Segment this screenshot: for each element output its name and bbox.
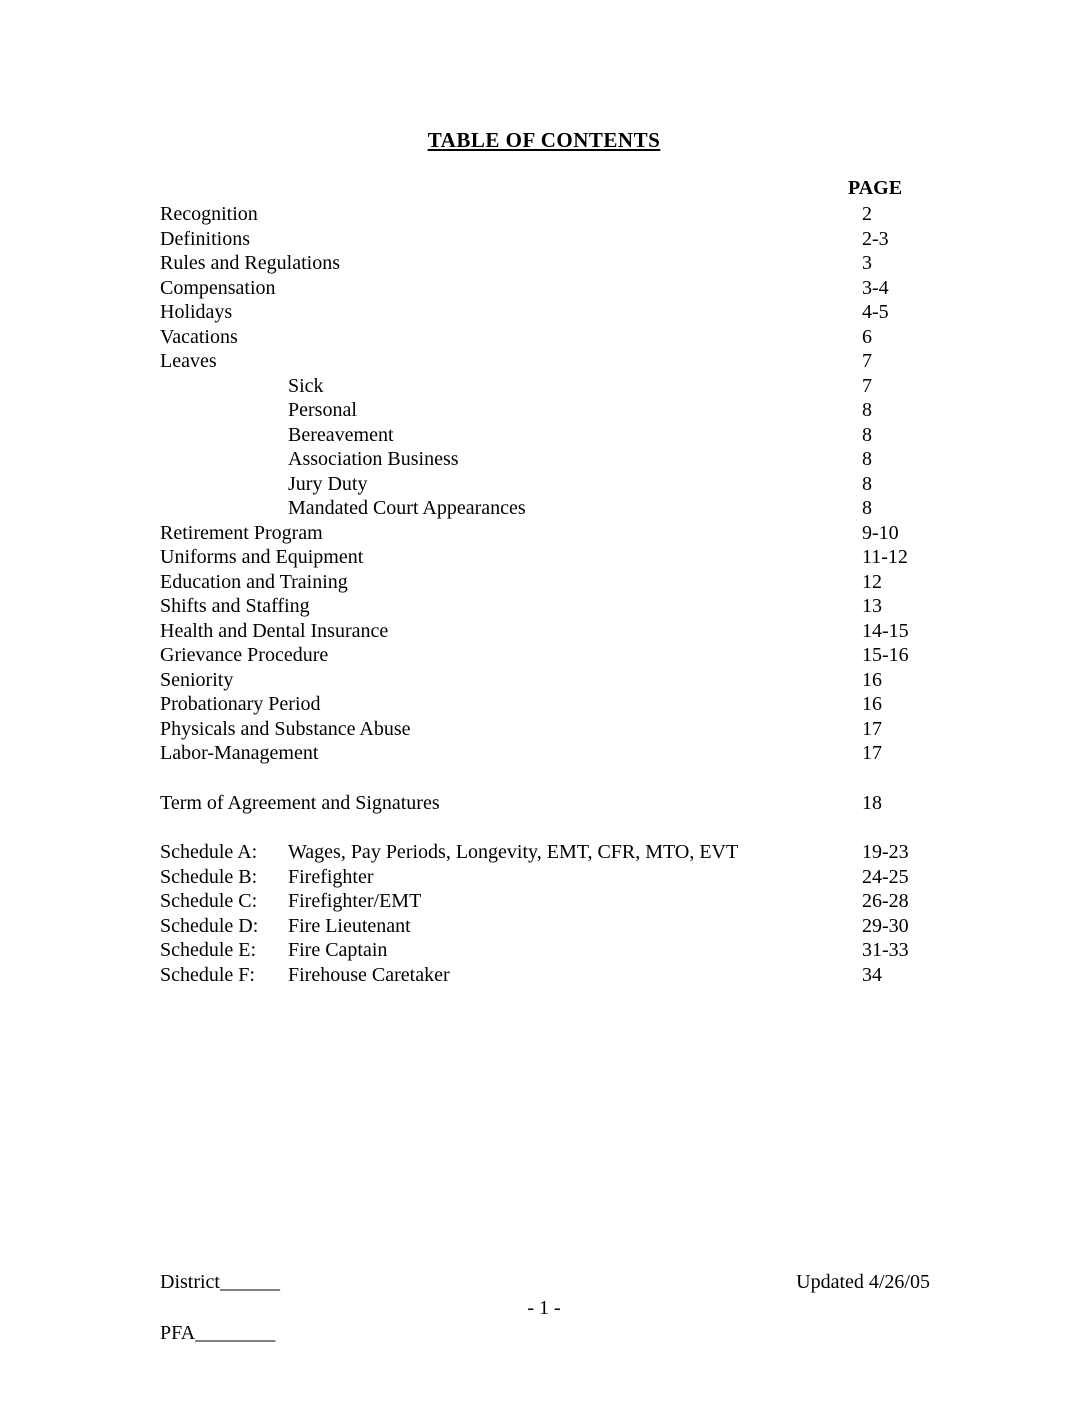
toc-row xyxy=(160,619,935,644)
toc-row xyxy=(160,398,935,423)
toc-entry-page: 3 xyxy=(862,252,872,274)
toc-entry-page: 16 xyxy=(862,693,882,715)
toc-list xyxy=(160,202,935,987)
schedule-description: Fire Captain xyxy=(288,939,388,961)
toc-entry-label: Probationary Period xyxy=(160,693,321,715)
toc-row xyxy=(160,276,935,301)
toc-row xyxy=(160,374,935,399)
toc-entry-label: Seniority xyxy=(160,668,234,691)
toc-entry-label: Compensation xyxy=(160,276,276,299)
toc-entry-label: Rules and Regulations xyxy=(160,252,340,274)
toc-entry-label: Holidays xyxy=(160,301,233,323)
toc-entry-page: 7 xyxy=(862,374,872,397)
schedule-label: Schedule D: xyxy=(160,914,259,937)
toc-entry-page: 8 xyxy=(862,423,872,446)
toc-schedule-row xyxy=(160,914,935,939)
toc-schedule-row xyxy=(160,938,935,963)
toc-schedule-row xyxy=(160,840,935,865)
toc-entry-label: Retirement Program xyxy=(160,521,323,544)
toc-row xyxy=(160,349,935,374)
toc-entry-page: 11-12 xyxy=(862,546,908,568)
toc-row xyxy=(160,251,935,276)
schedule-label: Schedule A: xyxy=(160,841,258,863)
toc-entry-page: 19-23 xyxy=(862,841,909,863)
toc-row xyxy=(160,545,935,570)
page-column-header: PAGE xyxy=(848,177,903,199)
toc-entry-label: Education and Training xyxy=(160,570,348,593)
schedule-label: Schedule E: xyxy=(160,939,257,961)
toc-entry-label: Association Business xyxy=(288,448,459,470)
toc-entry-label: Jury Duty xyxy=(288,472,368,495)
toc-entry-label: Shifts and Staffing xyxy=(160,595,310,617)
toc-row xyxy=(160,521,935,546)
toc-entry-page: 16 xyxy=(862,668,882,691)
schedule-label: Schedule C: xyxy=(160,890,258,912)
toc-entry-page: 8 xyxy=(862,497,872,519)
toc-entry-page: 31-33 xyxy=(862,939,909,961)
toc-row xyxy=(160,227,935,252)
toc-entry-page: 7 xyxy=(862,350,872,372)
pfa-signature-line: PFA________ xyxy=(160,1322,276,1344)
toc-entry-page: 26-28 xyxy=(862,890,909,912)
schedule-label: Schedule F: xyxy=(160,963,255,986)
toc-entry-page: 17 xyxy=(862,717,882,740)
toc-row xyxy=(160,423,935,448)
toc-entry-page: 2-3 xyxy=(862,227,889,250)
toc-schedule-row xyxy=(160,963,935,988)
toc-row xyxy=(160,741,935,766)
toc-entry-label: Grievance Procedure xyxy=(160,644,329,666)
schedule-description: Firehouse Caretaker xyxy=(288,963,450,986)
toc-entry-page: 6 xyxy=(862,325,872,348)
toc-entry-label: Bereavement xyxy=(288,423,394,446)
toc-entry-label: Recognition xyxy=(160,203,258,225)
toc-schedule-row xyxy=(160,865,935,890)
toc-entry-page: 8 xyxy=(862,472,872,495)
toc-entry-page: 12 xyxy=(862,570,882,593)
toc-entry-page: 2 xyxy=(862,203,872,225)
toc-entry-label: Health and Dental Insurance xyxy=(160,619,389,642)
toc-schedule-row xyxy=(160,889,935,914)
toc-row xyxy=(160,594,935,619)
toc-entry-page: 17 xyxy=(862,742,882,764)
toc-entry-page: 8 xyxy=(862,448,872,470)
schedule-label: Schedule B: xyxy=(160,865,258,888)
toc-entry-label: Term of Agreement and Signatures xyxy=(160,791,440,814)
toc-entry-page: 9-10 xyxy=(862,521,899,544)
toc-entry-page: 3-4 xyxy=(862,276,889,299)
toc-row-term xyxy=(160,791,935,816)
toc-row xyxy=(160,717,935,742)
toc-row xyxy=(160,668,935,693)
updated-date: Updated 4/26/05 xyxy=(796,1271,930,1293)
toc-entry-label: Uniforms and Equipment xyxy=(160,546,364,568)
toc-entry-page: 4-5 xyxy=(862,301,889,323)
toc-row xyxy=(160,643,935,668)
schedule-description: Firefighter/EMT xyxy=(288,890,422,912)
schedule-description: Wages, Pay Periods, Longevity, EMT, CFR, MTO, EVT xyxy=(288,841,739,863)
toc-row xyxy=(160,325,935,350)
toc-entry-page: 13 xyxy=(862,595,882,617)
toc-entry-label: Leaves xyxy=(160,350,217,372)
toc-entry-label: Sick xyxy=(288,374,324,397)
schedule-description: Fire Lieutenant xyxy=(288,914,411,937)
toc-entry-page: 18 xyxy=(862,791,882,814)
toc-entry-label: Definitions xyxy=(160,227,250,250)
toc-entry-label: Labor-Management xyxy=(160,742,319,764)
page-title: TABLE OF CONTENTS xyxy=(427,128,661,152)
toc-entry-label: Personal xyxy=(288,399,357,421)
toc-row xyxy=(160,692,935,717)
toc-schedule-entries xyxy=(160,840,935,987)
toc-row xyxy=(160,202,935,227)
page-number: - 1 - xyxy=(527,1297,561,1319)
toc-entry-page: 8 xyxy=(862,399,872,421)
toc-row xyxy=(160,570,935,595)
toc-entry-label: Vacations xyxy=(160,325,238,348)
toc-entry-page: 14-15 xyxy=(862,619,909,642)
toc-entry-label: Mandated Court Appearances xyxy=(288,497,526,519)
toc-entry-page: 29-30 xyxy=(862,914,909,937)
toc-entry-page: 34 xyxy=(862,963,882,986)
toc-entry-label: Physicals and Substance Abuse xyxy=(160,717,411,740)
toc-row xyxy=(160,300,935,325)
toc-row xyxy=(160,472,935,497)
toc-entry-page: 15-16 xyxy=(862,644,909,666)
toc-entry-page: 24-25 xyxy=(862,865,909,888)
toc-main-entries xyxy=(160,202,935,766)
toc-row xyxy=(160,496,935,521)
schedule-description: Firefighter xyxy=(288,865,374,888)
toc-row xyxy=(160,447,935,472)
district-signature-line: District______ xyxy=(160,1271,280,1293)
